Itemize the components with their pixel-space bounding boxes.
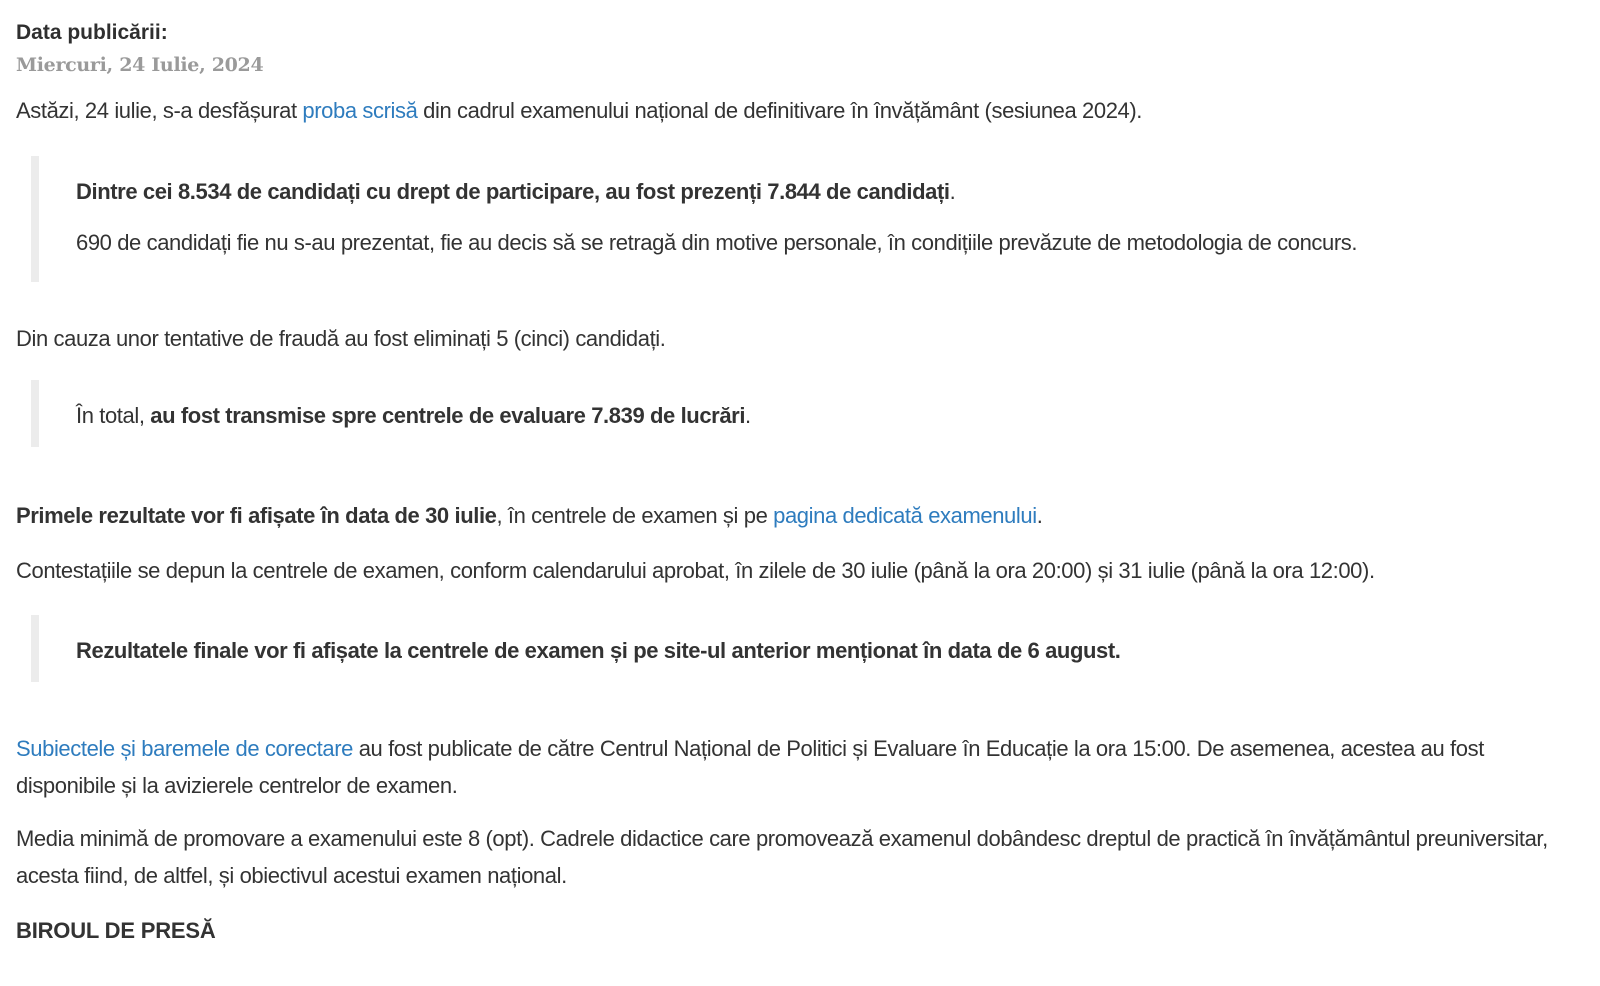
papers-quote-period: . bbox=[745, 403, 751, 428]
papers-quote-bold: au fost transmise spre centrele de evaluare 7.839 de lucrări bbox=[150, 403, 746, 428]
candidates-quote-line2: 690 de candidați fie nu s-au prezentat, fie au decis să se retragă din motive personale, în condițiile prevăzute de metodologia de concurs. bbox=[76, 230, 1358, 255]
candidates-quote-line1 bbox=[76, 173, 1540, 210]
final-results-quote bbox=[31, 615, 1560, 682]
candidates-quote bbox=[31, 156, 1560, 282]
results-period: . bbox=[1036, 503, 1043, 528]
intro-paragraph bbox=[16, 92, 1560, 129]
final-results-quote-line bbox=[76, 632, 1540, 669]
papers-quote bbox=[31, 380, 1560, 447]
passing-grade-paragraph: Media minimă de promovare a examenului este 8 (opt). Cadrele didactice care promovează examenul dobândesc dreptul de practică în învățământul preuniversitar, acesta fiind, de altfel, și obiectivul acestui examen național. bbox=[16, 826, 1548, 888]
papers-quote-pre: În total, bbox=[76, 403, 151, 428]
subjects-paragraph bbox=[16, 730, 1560, 804]
subjects-text: au fost publicate de către Centrul Național de Politici și Evaluare în Educație la ora 15:00. De asemenea, acestea au fost disponibile și la avizierele centrelor de examen. bbox=[16, 736, 1484, 798]
intro-text-pre: Astăzi, 24 iulie, s-a desfășurat bbox=[16, 98, 303, 123]
press-office-signature: BIROUL DE PRESĂ bbox=[16, 918, 216, 943]
intro-text-post: din cadrul examenului național de definitivare în învățământ (sesiunea 2024). bbox=[417, 98, 1143, 123]
subjects-link[interactable]: Subiectele și baremele de corectare bbox=[16, 736, 353, 761]
fraud-paragraph: Din cauza unor tentative de fraudă au fost eliminați 5 (cinci) candidați. bbox=[16, 326, 666, 351]
candidates-quote-period: . bbox=[949, 179, 956, 204]
publication-date-label: Data publicării: bbox=[16, 21, 168, 44]
results-mid: , în centrele de examen și pe bbox=[496, 503, 774, 528]
contest-paragraph: Contestațiile se depun la centrele de examen, conform calendarului aprobat, în zilele de 30 iulie (până la ora 20:00) și 31 iulie (până la ora 12:00). bbox=[16, 558, 1375, 583]
exam-page-link[interactable]: pagina dedicată examenului bbox=[773, 503, 1037, 528]
candidates-quote-bold: Dintre cei 8.534 de candidați cu drept de participare, au fost prezenți 7.844 de candidați bbox=[76, 179, 950, 204]
publication-date-value: Miercuri, 24 Iulie, 2024 bbox=[16, 54, 264, 76]
papers-quote-line bbox=[76, 397, 1540, 434]
final-results-quote-bold: Rezultatele finale vor fi afișate la centrele de examen și pe site-ul anterior menționat în data de 6 august. bbox=[76, 638, 1121, 663]
results-paragraph bbox=[16, 497, 1560, 534]
written-exam-link[interactable]: proba scrisă bbox=[302, 98, 418, 123]
results-bold: Primele rezultate vor fi afișate în data de 30 iulie bbox=[16, 503, 497, 528]
